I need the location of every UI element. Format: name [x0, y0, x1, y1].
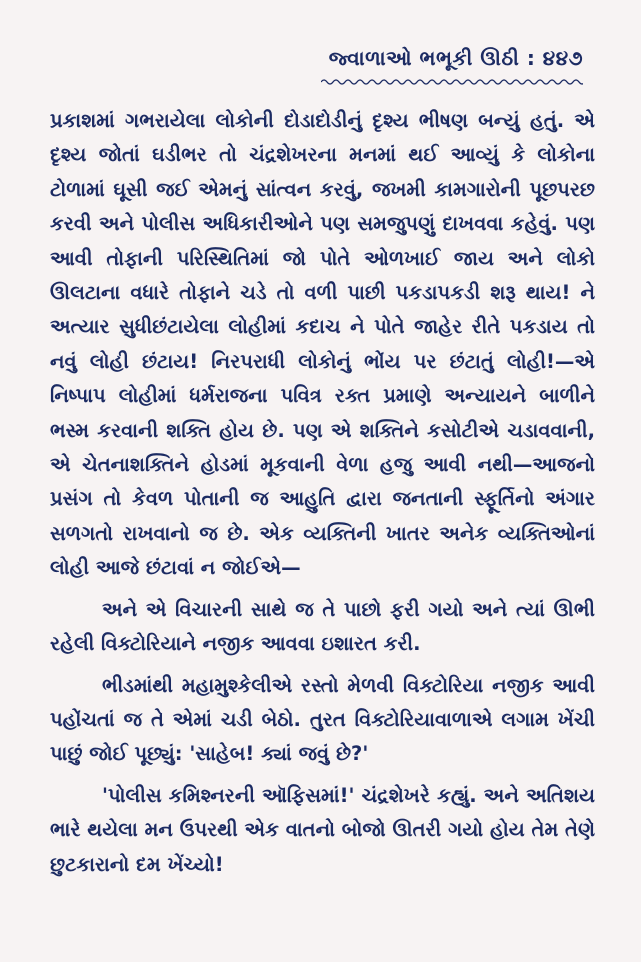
header-wavy-rule [321, 78, 583, 86]
running-header: જ્વાળાઓ ભભૂકી ઊઠી : ૪૪૭ [328, 46, 583, 70]
body-text [50, 104, 595, 889]
paragraph-2: અને એ વિચારની સાથે જ તે પાછો ફરી ગયો અને ત્યાં ઊભી રહેલી વિક્ટોરિયાને નજીક આવવા ઇશારત કરી. [50, 597, 595, 656]
paragraph-1: પ્રકાશમાં ગભરાયેલા લોકોની દોડાદોડીનું દૃશ્ય ભીષણ બન્યું હતું. એ દૃશ્ય જોતાં ઘડીભર તો ચંદ્રશેખરના મનમાં થઈ આવ્યું કે લોકોના ટોળામાં ઘૂસી જઈ એમનું સાંત્વન કરવું, જખમી કામગારોની પૂછપરછ કરવી અને પોલીસ અધિકારીઓને પણ સમજુપણું દાખવવા કહેવું. પણ આવી તોફાની પરિસ્થિતિમાં જો પોતે ઓળખાઈ જાય અને લોકો ઊલટાના વધારે તોફાને ચડે તો વળી પાછી પકડાપકડી શરૂ થાય! ને અત્યાર સુધીછંટાયેલા લોહીમાં કદાચ ને પોતે જાહેર રીતે પકડાય તો નવું લોહી છંટાય! નિરપરાધી લોકોનું ભોંય પર છંટાતું લોહી!—એ નિષ્પાપ લોહીમાં ધર્મરાજના પવિત્ર રક્ત પ્રમાણે અન્યાયને બાળીને ભસ્મ કરવાની શક્તિ હોય છે. પણ એ શક્તિને કસોટીએ ચડાવવાની, એ ચેતનાશક્તિને હોડમાં મૂકવાની વેળા હજુ આવી નથી—આજનો પ્રસંગ તો કેવળ પોતાની જ આહુતિ દ્વારા જનતાની સ્ફૂર્તિનો અંગાર સળગતો રાખવાનો જ છે. એક વ્યક્તિની ખાતર અનેક વ્યક્તિઓનાં લોહી આજે છંટાવાં ન જોઈએ— [50, 109, 595, 580]
paragraph-4: 'પોલીસ કમિશ્નરની ઑફિસમાં!' ચંદ્રશેખરે કહ્યું. અને અતિશય ભારે થયેલા મન ઉપરથી એક વાતનો બોજો ઊતરી ગયો હોય તેમ તેણે છુટકારાનો દમ ખેંચ્યો! [50, 783, 595, 876]
paragraph-3: ભીડમાંથી મહામુશ્કેલીએ રસ્તો મેળવી વિક્ટોરિયા નજીક આવી પહોંચતાં જ તે એમાં ચડી બેઠો. તુરત વિક્ટોરિયાવાળાએ લગામ ખેંચી પાછું જોઈ પૂછ્યું: 'સાહેબ! ક્યાં જવું છે?' [50, 673, 595, 766]
